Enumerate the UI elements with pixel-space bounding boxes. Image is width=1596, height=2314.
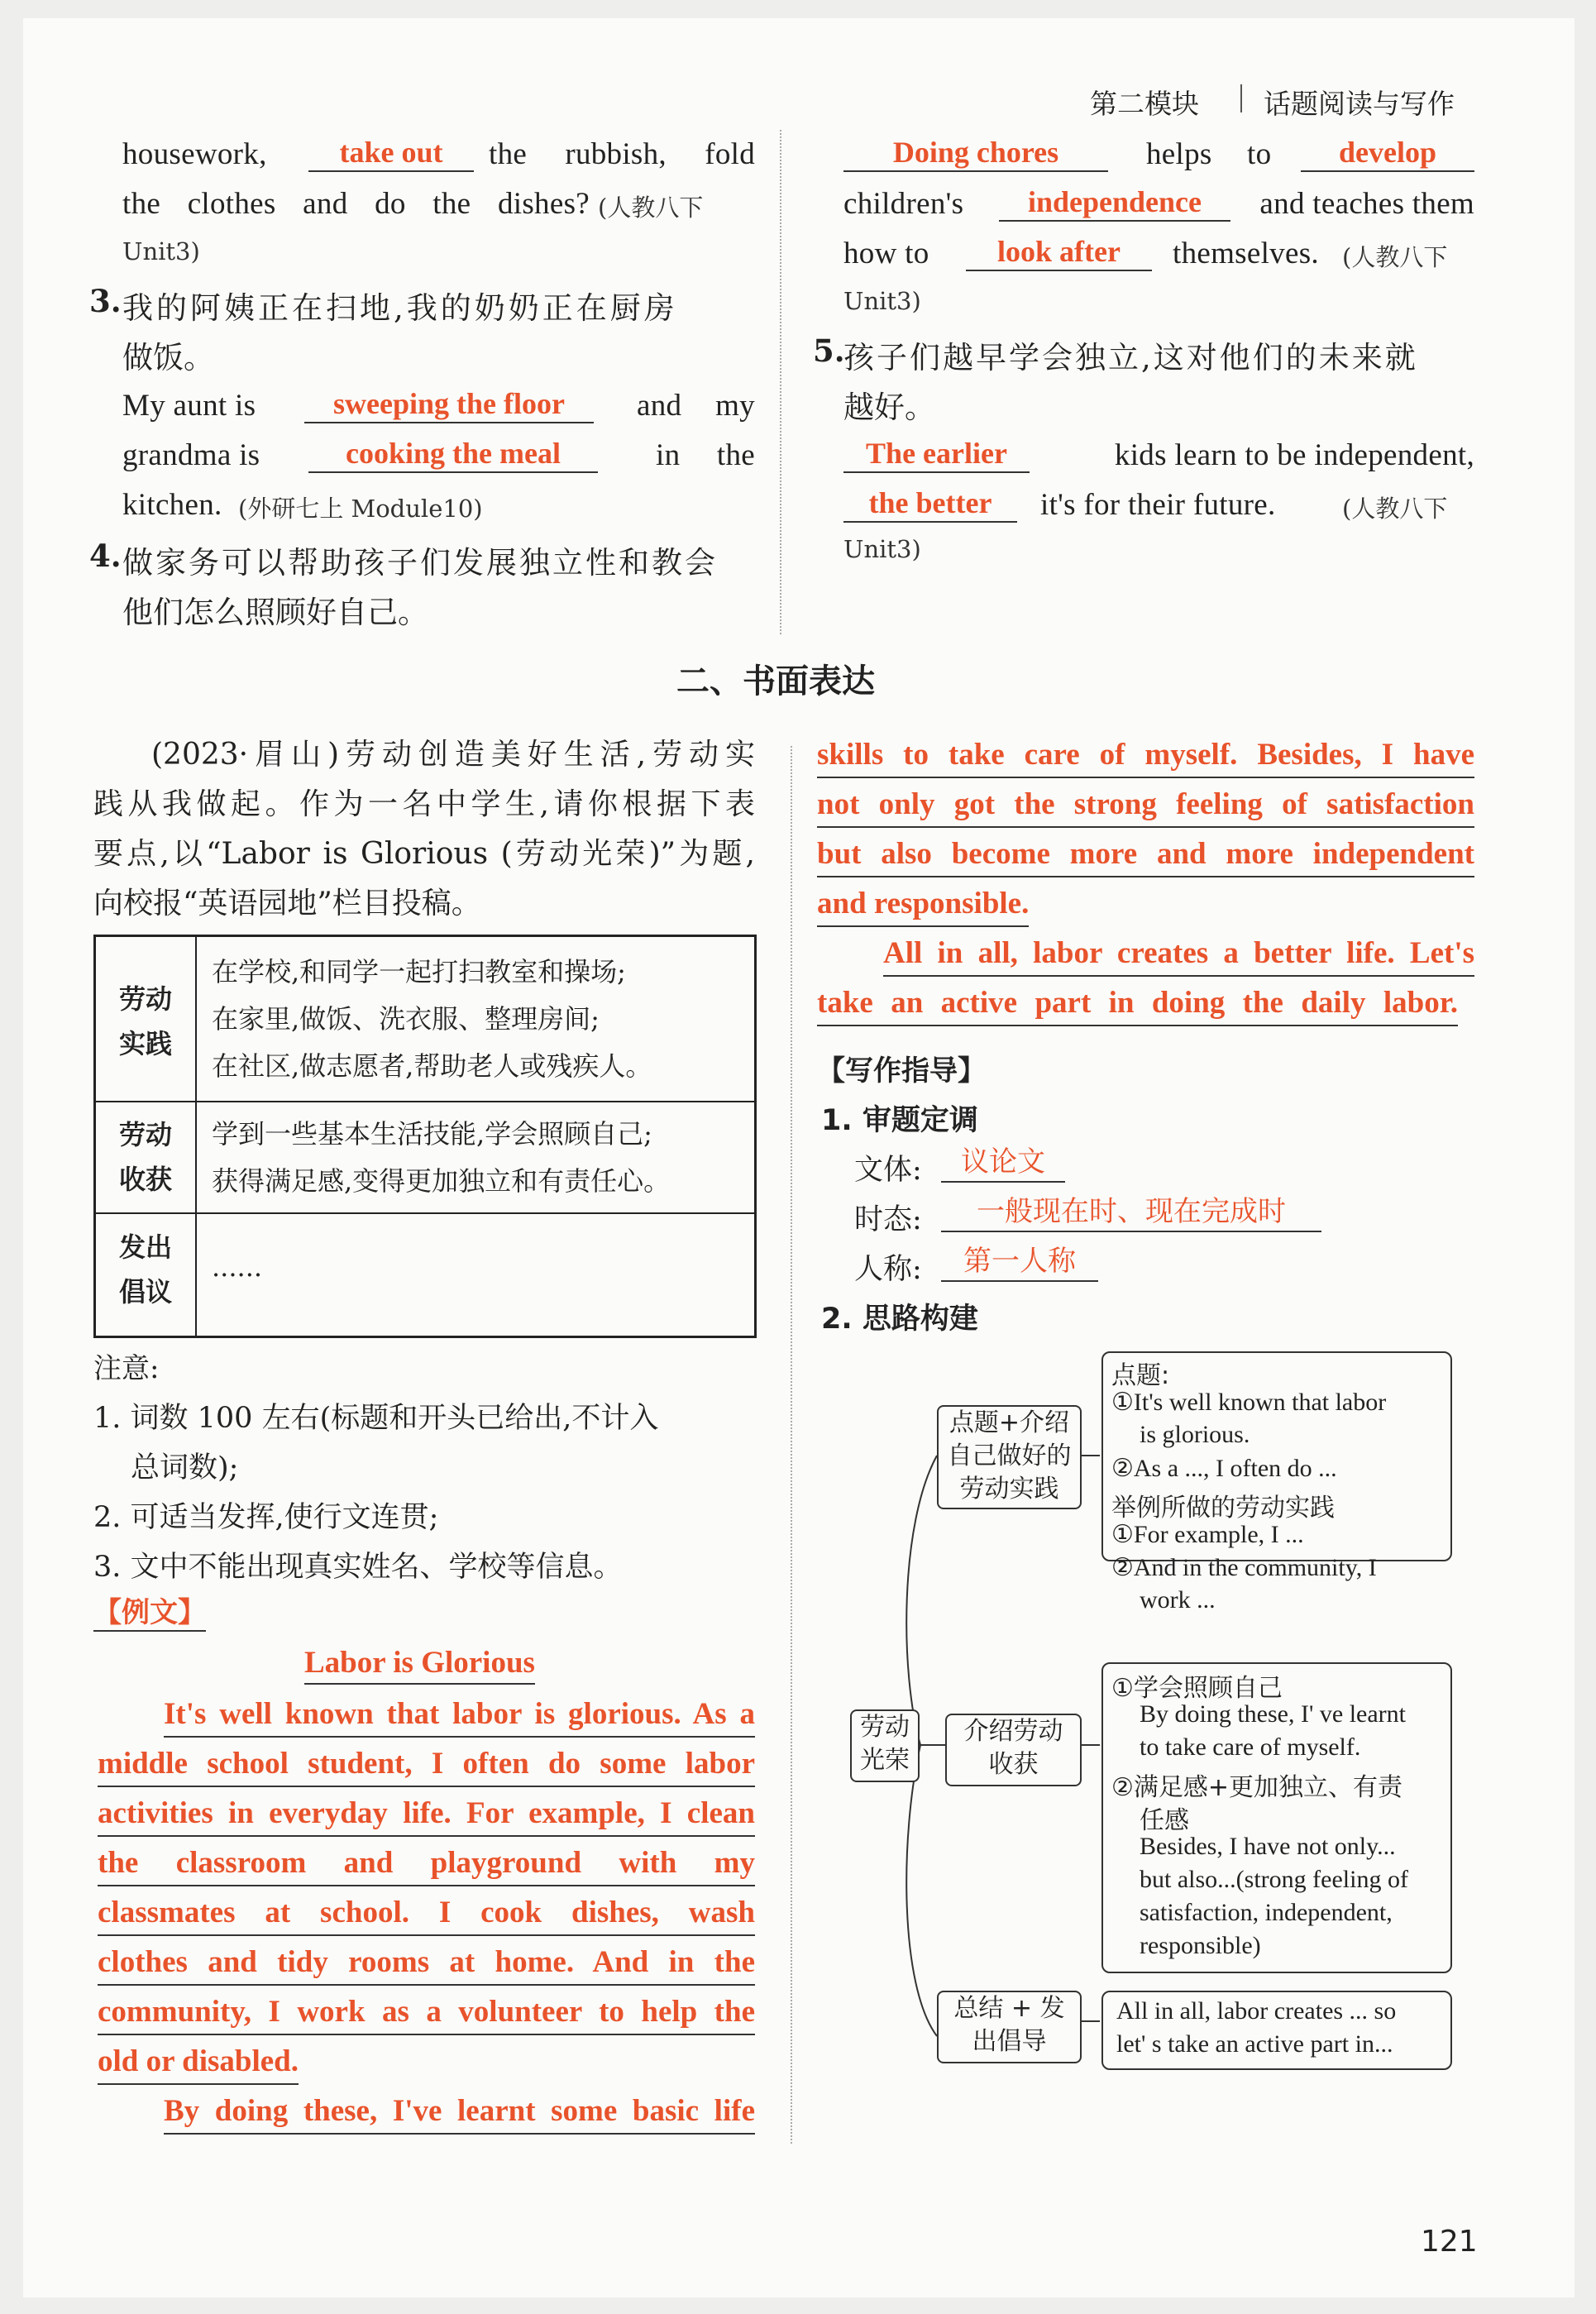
answer-the-better: the better [843,485,1017,523]
model-right-line-6: take an active part in doing the daily labor. [817,982,1458,1026]
section-title: 二、书面表达 [676,662,875,700]
q5-number: 5. [813,332,845,369]
q3-chinese-1: 我的阿姨正在扫地,我的奶奶正在厨房 [122,290,678,326]
model-right-line-2: not only got the strong feeling of satisfaction [817,783,1474,828]
right-how-to: how to [843,237,929,270]
header-module: 第二模块 [1090,88,1199,120]
prompt-line-3: 要点,以“Labor is Glorious (劳动光荣)”为题, [93,837,755,871]
q3-line1-pre: My aunt is [122,389,256,423]
left-line1-post: the rubbish, fold [489,137,755,171]
q3-line2-post: in the [656,438,755,472]
model-right-line-4: and responsible. [817,882,1029,927]
answer-independence: independence [999,184,1230,222]
answer-doing-chores: Doing chores [843,134,1108,172]
prompt-line-2: 践从我做起。作为一名中学生,请你根据下表 [93,787,755,821]
left-line2: the clothes and do the dishes? [122,187,590,221]
page-number: 121 [1421,2225,1478,2259]
note-1a: 1. 词数 100 左右(标题和开头已给出,不计入 [93,1402,659,1435]
q3-source: (外研七上 Module10) [238,495,483,523]
left-line1-pre: housework, [122,137,267,171]
right-source-2: (人教八下 [1342,495,1448,523]
table-head-practice: 劳动 实践 [118,983,172,1059]
right-to: to [1247,137,1272,171]
note-3: 3. 文中不能出现真实姓名、学校等信息。 [93,1551,623,1584]
mindmap-branch-1: 点题+介绍 自己做好的 劳动实践 [937,1405,1082,1509]
right-source-1: (人教八下 [1342,243,1448,271]
q4-chinese-1: 做家务可以帮助孩子们发展独立性和教会 [122,545,718,581]
model-line-9: By doing these, I've learnt some basic life [164,2090,755,2135]
table-cell-gains: 学到一些基本生活技能,学会照顾自己; 获得满足感,变得更加独立和有责任心。 [212,1118,671,1197]
table-cell-proposal: ...... [212,1251,263,1283]
person-value: 第一人称 [941,1242,1098,1282]
note-2: 2. 可适当发挥,使行文连贯; [93,1501,439,1534]
right-themselves: themselves. [1173,237,1319,270]
person-label: 人称: [854,1253,922,1286]
q3-chinese-2: 做饭。 [122,340,214,375]
right-helps: helps [1146,137,1212,171]
mindmap-branch-2: 介绍劳动 收获 [945,1714,1082,1786]
q5-chinese-2: 越好。 [843,390,935,425]
tense-value: 一般现在时、现在完成时 [941,1193,1321,1232]
tense-label: 时态: [854,1203,922,1236]
q3-number: 3. [89,283,122,319]
q5-chinese-1: 孩子们越早学会独立,这对他们的未来就 [843,340,1418,375]
right-childrens: children's [843,187,964,221]
left-line3-unit: Unit3) [122,237,200,265]
model-right-line-1: skills to take care of myself. Besides, I have [817,734,1474,778]
left-line2-source: (人教八下 [598,194,704,222]
answer-sweeping-the-floor: sweeping the floor [304,385,594,423]
guide-step-1: 1. 审题定调 [821,1104,978,1137]
q3-line2-pre: grandma is [122,438,260,472]
answer-the-earlier: The earlier [843,435,1030,473]
right-for-their-future: it's for their future. [1040,488,1276,522]
workbook-page [23,18,1574,2297]
table-head-proposal: 发出 倡议 [118,1231,172,1308]
mindmap-detail-2: ①学会照顾自己 By doing these, I' ve learnt to take care of myself. ②满足感+更加独立、有责 任感 Besides, I have not only... but also...(strong feeling of satisfaction, independent, responsible) [1101,1662,1452,1973]
model-label: 【例文】 [93,1590,206,1632]
prompt-line-1: (2023·眉山)劳动创造美好生活,劳动实 [151,738,755,772]
model-line-4: the classroom and playground with my [98,1842,755,1886]
q4-number: 4. [89,538,122,574]
answer-develop: develop [1301,134,1474,172]
answer-cooking-the-meal: cooking the meal [308,435,598,473]
model-line-2: middle school student, I often do some labor [98,1743,755,1787]
guide-label: 【写作指导】 [817,1054,986,1088]
right-unit-2: Unit3) [843,535,921,563]
note-1b: 总词数); [131,1451,239,1484]
q4-chinese-2: 他们怎么照顾好自己。 [122,595,428,630]
model-line-6: clothes and tidy rooms at home. And in the [98,1941,755,1986]
right-teaches-them: and teaches them [1259,187,1474,221]
right-unit-1: Unit3) [843,287,921,315]
mindmap-detail-1: 点题: ①It's well known that labor is glorious. ②As a ..., I often do ... 举例所做的劳动实践 ①For example, I ... ②And in the community, I work ... [1101,1351,1452,1561]
model-right-line-5: All in all, labor creates a better life. Let's [883,932,1474,977]
guide-step-2: 2. 思路构建 [821,1303,978,1336]
mindmap-branch-3: 总结 + 发 出倡导 [937,1991,1082,2063]
model-line-3: activities in everyday life. For example, I clean [98,1792,755,1837]
model-title: Labor is Glorious [304,1643,535,1685]
q3-line3: kitchen. [122,488,222,522]
mindmap-detail-3: All in all, labor creates ... so let' s take an active part in... [1101,1991,1452,2070]
notes-title: 注意: [93,1352,160,1385]
genre-value: 议论文 [941,1143,1065,1183]
model-line-5: classmates at school. I cook dishes, wash [98,1891,755,1936]
model-line-1: It's well known that labor is glorious. As a [164,1693,755,1738]
model-line-8: old or disabled. [98,2040,299,2085]
genre-label: 文体: [854,1154,922,1187]
q3-line1-post: and my [637,389,755,423]
prompt-line-4: 向校报“英语园地”栏目投稿。 [93,887,481,920]
answer-take-out: take out [308,134,474,172]
table-head-gains: 劳动 收获 [118,1119,172,1195]
answer-look-after: look after [966,233,1152,271]
right-kids-learn: kids learn to be independent, [1114,438,1474,472]
table-cell-practice: 在学校,和同学一起打扫教室和操场; 在家里,做饭、洗衣服、整理房间; 在社区,做志愿者,帮助老人或残疾人。 [212,956,652,1082]
header-topic: 话题阅读与写作 [1264,88,1455,120]
model-right-line-3: but also become more and more independent [817,833,1474,877]
model-line-7: community, I work as a volunteer to help the [98,1991,755,2035]
mindmap-root: 劳动 光荣 [850,1709,920,1782]
